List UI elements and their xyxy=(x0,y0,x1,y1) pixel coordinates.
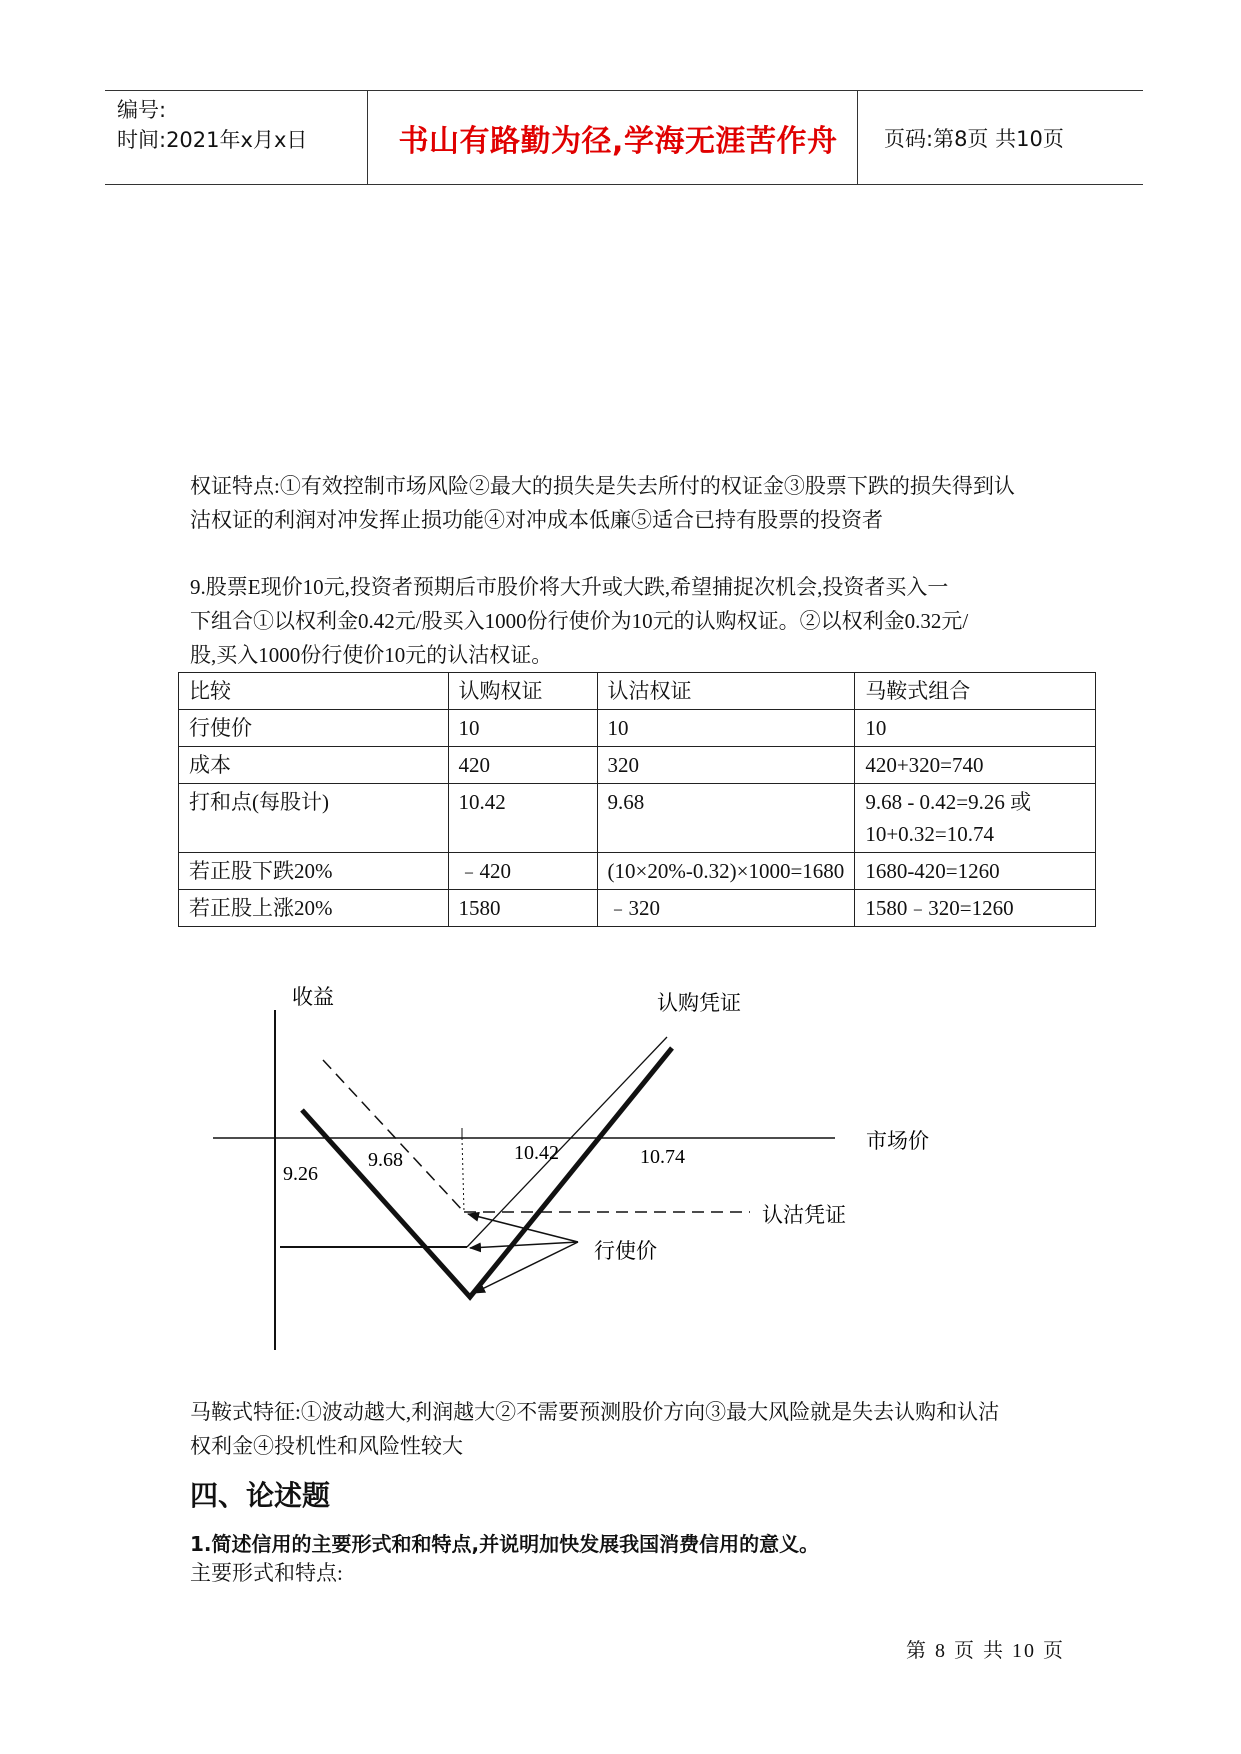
table-cell: 若正股下跌20% xyxy=(179,853,449,890)
essay-question-1: 1.简述信用的主要形式和和特点,并说明加快发展我国消费信用的意义。 xyxy=(190,1532,820,1556)
table-cell: 1580﹣320=1260 xyxy=(855,890,1096,927)
text-line: 权证特点:①有效控制市场风险②最大的损失是失去所付的权证金③股票下跌的损失得到认 xyxy=(190,474,1015,498)
put-label: 认沽凭证 xyxy=(762,1203,846,1227)
call-payoff-line xyxy=(467,1037,667,1247)
strike-arrow xyxy=(470,1242,578,1248)
payoff-diagram xyxy=(0,960,1241,1360)
text-line: 马鞍式特征:①波动越大,利润越大②不需要预测股价方向③最大风险就是失去认购和认沽 xyxy=(190,1400,1000,1424)
table-cell: 若正股上涨20% xyxy=(179,890,449,927)
question-9 xyxy=(190,570,1090,672)
table-cell: 打和点(每股计) xyxy=(179,784,449,853)
header-motto: 书山有路勤为径,学海无涯苦作舟 xyxy=(398,123,838,159)
table-row xyxy=(179,784,1096,853)
table-cell: 420+320=740 xyxy=(855,747,1096,784)
table-header-row xyxy=(179,673,1096,710)
table-cell: 9.68 xyxy=(597,784,855,853)
comparison-table xyxy=(178,672,1096,927)
text-line: 沽权证的利润对冲发挥止损功能④对冲成本低廉⑤适合已持有股票的投资者 xyxy=(190,508,883,532)
table-cell: 9.68 - 0.42=9.26 或 10+0.32=10.74 xyxy=(855,784,1096,853)
table-row xyxy=(179,747,1096,784)
page-header xyxy=(105,90,1143,185)
text-line: 股,买入1000份行使价10元的认沽权证。 xyxy=(190,643,553,667)
essay-subheading xyxy=(190,1556,1090,1590)
table-cell: 420 xyxy=(448,747,597,784)
breakeven-1074: 10.74 xyxy=(640,1146,685,1168)
table-row xyxy=(179,890,1096,927)
table-header-cell: 比较 xyxy=(179,673,449,710)
straddle-features xyxy=(190,1395,1090,1463)
table-cell: 1580 xyxy=(448,890,597,927)
table-cell: 10 xyxy=(855,710,1096,747)
table-cell: 10.42 xyxy=(448,784,597,853)
x-axis-label: 市场价 xyxy=(866,1129,929,1153)
strike-label: 行使价 xyxy=(594,1239,657,1263)
table-header-cell: 认购权证 xyxy=(448,673,597,710)
table-cell: (10×20%-0.32)×1000=1680 xyxy=(597,853,855,890)
table-header-cell: 马鞍式组合 xyxy=(855,673,1096,710)
breakeven-926: 9.26 xyxy=(283,1163,318,1185)
table-cell: 成本 xyxy=(179,747,449,784)
text-line: 主要形式和特点: xyxy=(190,1561,343,1585)
header-time: 时间:2021年x月x日 xyxy=(117,128,308,152)
table-header-cell: 认沽权证 xyxy=(597,673,855,710)
y-axis-label: 收益 xyxy=(292,985,334,1009)
warrant-features xyxy=(190,469,1090,537)
text-line: 下组合①以权利金0.42元/股买入1000份行使价为10元的认购权证。②以权利金0.32元/ xyxy=(190,609,969,633)
table-cell: 10 xyxy=(448,710,597,747)
table-cell: ﹣320 xyxy=(597,890,855,927)
put-payoff-line xyxy=(323,1060,464,1212)
header-page: 页码:第8页 共10页 xyxy=(884,126,1064,151)
header-number: 编号: xyxy=(117,98,167,122)
header-divider xyxy=(367,91,368,184)
page-footer: 第 8 页 共 10 页 xyxy=(906,1640,1065,1662)
strike-arrow xyxy=(474,1242,578,1293)
breakeven-968: 9.68 xyxy=(368,1149,403,1171)
table-cell: ﹣420 xyxy=(448,853,597,890)
section-title: 四、论述题 xyxy=(190,1479,331,1512)
header-meta xyxy=(117,95,307,155)
call-label: 认购凭证 xyxy=(657,991,741,1015)
table-cell: 1680-420=1260 xyxy=(855,853,1096,890)
strike-dotted-line xyxy=(462,1138,464,1212)
text-line: 权利金④投机性和风险性较大 xyxy=(190,1434,463,1458)
table-cell: 320 xyxy=(597,747,855,784)
table-cell: 10 xyxy=(597,710,855,747)
table-row xyxy=(179,853,1096,890)
table-row xyxy=(179,710,1096,747)
breakeven-1042: 10.42 xyxy=(514,1142,559,1164)
table-cell: 行使价 xyxy=(179,710,449,747)
text-line: 9.股票E现价10元,投资者预期后市股价将大升或大跌,希望捕捉次机会,投资者买入一 xyxy=(190,575,949,599)
